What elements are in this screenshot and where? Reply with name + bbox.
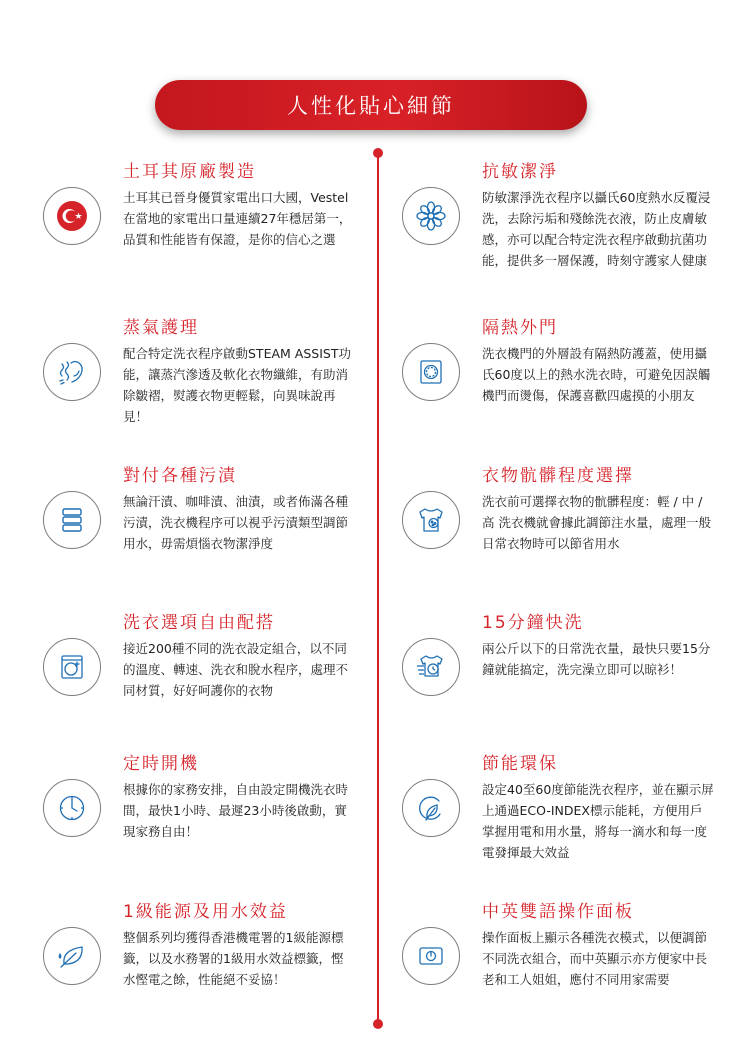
washer-plus-icon	[43, 638, 101, 696]
control-panel-icon	[402, 927, 460, 985]
tshirt-timer-icon	[402, 638, 460, 696]
washer-door-icon	[402, 343, 460, 401]
eco-leaf-icon	[402, 779, 460, 837]
feature-title: 土耳其原廠製造	[123, 162, 256, 182]
flower-icon	[402, 187, 460, 245]
feature-description: 接近200種不同的洗衣設定組合，以不同的溫度、轉速、洗衣和脫水程序，處理不同材質，好好呵護你的衣物	[123, 641, 349, 698]
feature-title: 對付各種污漬	[123, 466, 237, 486]
feature-title: 定時開機	[123, 754, 199, 774]
layers-icon	[43, 491, 101, 549]
tshirt-dirty-icon	[402, 491, 460, 549]
feature-description: 洗衣前可選擇衣物的骯髒程度：輕 / 中 / 高 洗衣機就會據此調節注水量，處理一般日常衣物時可以節省用水	[482, 494, 711, 551]
feature-description: 操作面板上顯示各種洗衣模式，以便調節不同洗衣組合，而中英顯示亦方便家中長老和工人姐姐，應付不同用家需要	[482, 930, 708, 987]
feature-title: 隔熱外門	[482, 318, 558, 338]
feature-description: 無論汗漬、咖啡漬、油漬，或者佈滿各種污漬，洗衣機程序可以視乎污漬類型調節用水，毋需煩惱衣物潔淨度	[123, 494, 349, 551]
feature-description: 土耳其已晉身優質家電出口大國，Vestel在當地的家電出口量連續27年穩居第一，品質和性能皆有保證，是你的信心之選	[123, 190, 352, 247]
feature-description: 防敏潔淨洗衣程序以攝氏60度熱水反覆浸洗，去除污垢和殘餘洗衣液，防止皮膚敏感，亦可以配合特定洗衣程序啟動抗菌功能，提供多一層保護，時刻守護家人健康	[482, 190, 711, 268]
timeline-dot	[373, 1019, 383, 1029]
feature-title: 洗衣選項自由配搭	[123, 613, 275, 633]
feature-title: 抗敏潔淨	[482, 162, 558, 182]
clock-icon	[43, 779, 101, 837]
feature-description: 設定40至60度節能洗衣程序，並在顯示屏上通過ECO-INDEX標示能耗，方便用戶掌握用電和用水量，將每一滴水和每一度電發揮最大效益	[482, 782, 714, 860]
timeline-dot	[373, 148, 383, 158]
feature-title: 1級能源及用水效益	[123, 902, 288, 922]
feature-title: 15分鐘快洗	[482, 613, 584, 633]
feature-description: 根據你的家務安排，自由設定開機洗衣時間，最快1小時、最遲23小時後啟動，實現家務自由！	[123, 782, 349, 839]
feature-description: 洗衣機門的外層設有隔熱防護蓋，使用攝氏60度以上的熱水洗衣時，可避免因誤觸機門而燙傷，保護喜歡四處摸的小朋友	[482, 346, 711, 403]
feature-title: 節能環保	[482, 754, 558, 774]
steam-icon	[43, 343, 101, 401]
feature-title: 中英雙語操作面板	[482, 902, 634, 922]
banner-title: 人性化貼心細節	[287, 94, 455, 118]
leaf-drop-icon	[43, 927, 101, 985]
feature-title: 衣物骯髒程度選擇	[482, 466, 634, 486]
feature-title: 蒸氣護理	[123, 318, 199, 338]
turkey-flag-icon	[43, 187, 101, 245]
feature-description: 整個系列均獲得香港機電署的1級能源標籤，以及水務署的1級用水效益標籤，慳水慳電之餘，性能絕不妥協！	[123, 930, 344, 987]
section-banner	[155, 80, 587, 130]
feature-description: 配合特定洗衣程序啟動STEAM ASSIST功能，讓蒸汽滲透及軟化衣物纖維，有助消除皺褶，熨護衣物更輕鬆，向異味說再見！	[123, 346, 351, 424]
feature-description: 兩公斤以下的日常洗衣量，最快只要15分鐘就能搞定，洗完澡立即可以晾衫！	[482, 641, 711, 677]
timeline-divider	[377, 152, 379, 1024]
